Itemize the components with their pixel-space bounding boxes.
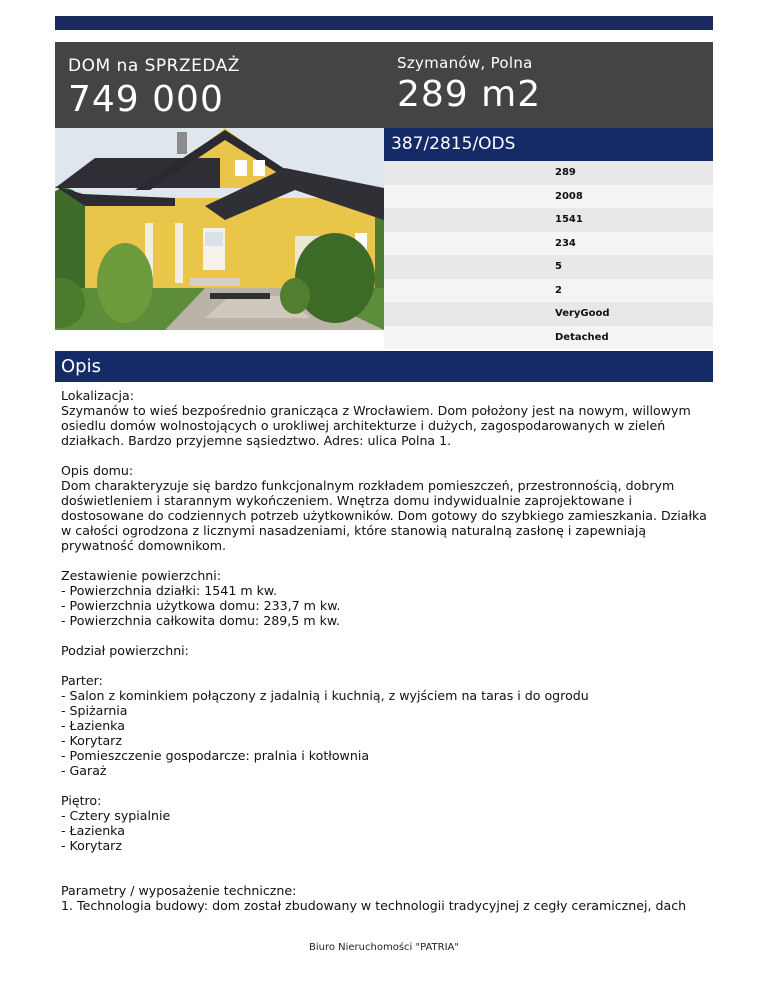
description — [61, 388, 711, 928]
param-row: Detached — [384, 326, 713, 350]
offer-type: DOM na SPRZEDAŻ — [68, 56, 240, 76]
parameters-list — [384, 161, 713, 349]
location: Szymanów, Polna — [397, 54, 533, 72]
property-photo — [55, 128, 384, 330]
param-row: 234 — [384, 232, 713, 256]
house-image — [55, 128, 384, 330]
header-left — [68, 42, 240, 118]
param-row: 5 — [384, 255, 713, 279]
price: 749 000 — [68, 79, 224, 120]
param-row: 289 — [384, 161, 713, 185]
param-row: 1541 — [384, 208, 713, 232]
param-row: 2008 — [384, 185, 713, 209]
param-row: 2 — [384, 279, 713, 303]
description-paragraph: Podział powierzchni: — [61, 643, 189, 658]
description-paragraph: Lokalizacja: Szymanów to wieś bezpośrednio granicząca z Wrocławiem. Dom położony jest na nowym, willowym osiedlu domów wolnostojących o urokliwej architekturze i dużych, zagospodarowanych w zieleń działkach. Bardzo przyjemne sąsiedztwo. Adres: ulica Polna 1. — [61, 388, 691, 448]
listing-header — [55, 42, 713, 128]
description-paragraph: Piętro: - Cztery sypialnie - Łazienka - Korytarz — [61, 793, 171, 853]
footer-agency: Biuro Nieruchomości "PATRIA" — [308, 942, 459, 953]
reference-number: 387/2815/ODS — [384, 128, 713, 161]
description-paragraph: Opis domu: Dom charakteryzuje się bardzo funkcjonalnym rozkładem pomieszczeń, przestronnością, dobrym doświetleniem i starannym wykończeniem. Wnętrza domu indywidualnie zaprojektowane i dostosowane do codziennych potrzeb użytkowników. Dom gotowy do szybkiego zamieszkania. Działka w całości ogrodzona z licznymi nasadzeniami, które stanowią naturalną zasłonę i zapewniają prywatność domownikom. — [61, 463, 707, 553]
description-paragraph: Zestawienie powierzchni: - Powierzchnia działki: 1541 m kw. - Powierzchnia użytkowa domu: 233,7 m kw. - Powierzchnia całkowita domu: 289,5 m kw. — [61, 568, 341, 628]
top-accent-bar — [55, 16, 713, 30]
description-paragraph: Parter: - Salon z kominkiem połączony z jadalnią i kuchnią, z wyjściem na taras i do ogrodu - Spiżarnia - Łazienka - Korytarz - Pomieszczenie gospodarcze: pralnia i kotłownia - Garaż — [61, 673, 589, 778]
area: 289 m2 — [397, 74, 542, 115]
header-right — [397, 42, 541, 113]
param-row: VeryGood — [384, 302, 713, 326]
description-paragraph: Parametry / wyposażenie techniczne: 1. Technologia budowy: dom został zbudowany w technologii tradycyjnej z cegły ceramicznej, dach — [61, 883, 687, 913]
section-title: Opis — [55, 351, 713, 382]
